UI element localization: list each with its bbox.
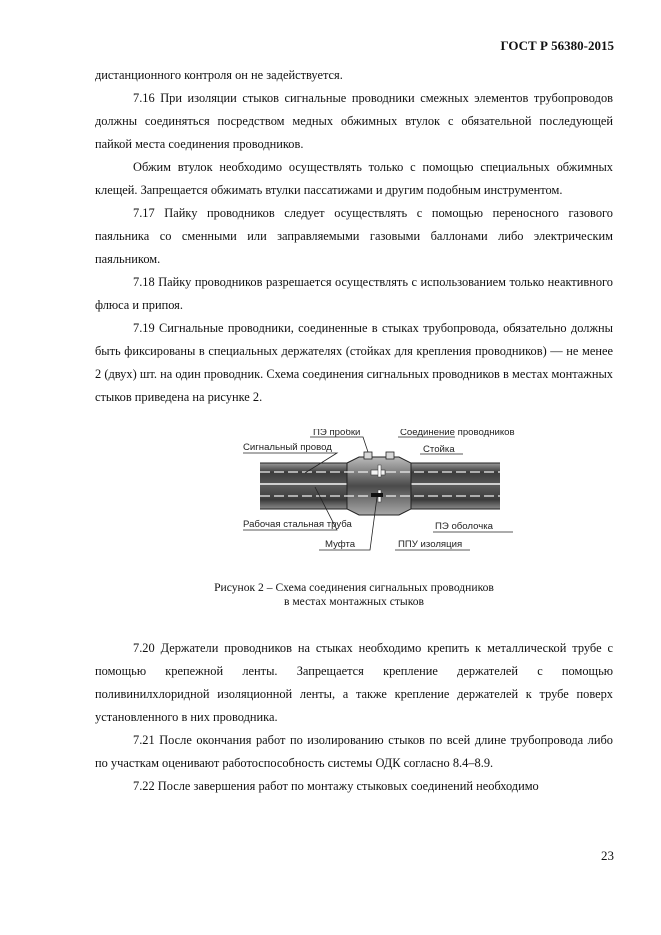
paragraph-crimping: Обжим втулок необходимо осуществлять только с помощью специальных обжимных клещей. Запрещается обжимать втулки пассатижами и другим подобным инструментом. xyxy=(95,160,613,197)
pe-plug-left xyxy=(364,452,372,459)
paragraph-7-16: 7.16 При изоляции стыков сигнальные проводники смежных элементов трубопроводов должны соединяться посредством медных обжимных втулок с обязательной последующей пайкой места соединения проводников. xyxy=(95,91,613,151)
stand-upper xyxy=(378,465,381,477)
label-stand: Стойка xyxy=(423,444,455,455)
figure-caption xyxy=(95,581,613,609)
label-ppu-insulation: ППУ изоляция xyxy=(398,539,463,550)
joint-diagram xyxy=(95,429,613,577)
caption-line-2: в местах монтажных стыков xyxy=(283,595,425,608)
label-wire-joint: Соединение проводников xyxy=(400,429,515,438)
paragraph-continuation: дистанционного контроля он не задействуется. xyxy=(95,68,343,82)
paragraph-7-19: 7.19 Сигнальные проводники, соединенные в стыках трубопровода, обязательно должны быть фиксированы в специальных держателях (стойках для крепления проводников) — не менее 2 (двух) шт. на один проводник. Схема соединения сигнальных проводников в местах монтажных стыков приведена на рисунке 2. xyxy=(95,321,613,404)
label-steel-pipe: Рабочая стальная труба xyxy=(243,519,352,530)
label-pe-plugs: ПЭ пробки xyxy=(313,429,361,438)
page-number: 23 xyxy=(601,848,614,863)
label-signal-wire: Сигнальный провод xyxy=(243,442,332,453)
pe-plug-right xyxy=(386,452,394,459)
label-pe-shell: ПЭ оболочка xyxy=(435,521,493,532)
paragraph-7-18: 7.18 Пайку проводников разрешается осуществлять с использованием только неактивного флюса и припоя. xyxy=(95,275,613,312)
paragraph-7-17: 7.17 Пайку проводников следует осуществлять с помощью переносного газового паяльника со сменными или заправляемыми газовыми баллонами либо электрическим паяльником. xyxy=(95,206,613,266)
ppu-marker xyxy=(371,493,383,497)
figure-2 xyxy=(95,429,613,577)
document-header: ГОСТ Р 56380-2015 xyxy=(500,38,614,53)
caption-line-1: Рисунок 2 – Схема соединения сигнальных проводников xyxy=(214,581,494,594)
paragraph-7-20: 7.20 Держатели проводников на стыках необходимо крепить к металлической трубе с помощью крепежной ленты. Запрещается крепление держателей с помощью поливинилхлоридной изоляционной ленты, а также крепление держателей к трубе поверх установленного в них проводника. xyxy=(95,641,613,724)
paragraph-7-22: 7.22 После завершения работ по монтажу стыковых соединений необходимо xyxy=(133,779,539,793)
paragraph-7-21: 7.21 После окончания работ по изолированию стыков по всей длине трубопровода либо по участкам оценивают работоспособность системы ОДК согласно 8.4–8.9. xyxy=(95,733,613,770)
label-coupling: Муфта xyxy=(325,539,356,550)
body-text xyxy=(95,64,613,798)
